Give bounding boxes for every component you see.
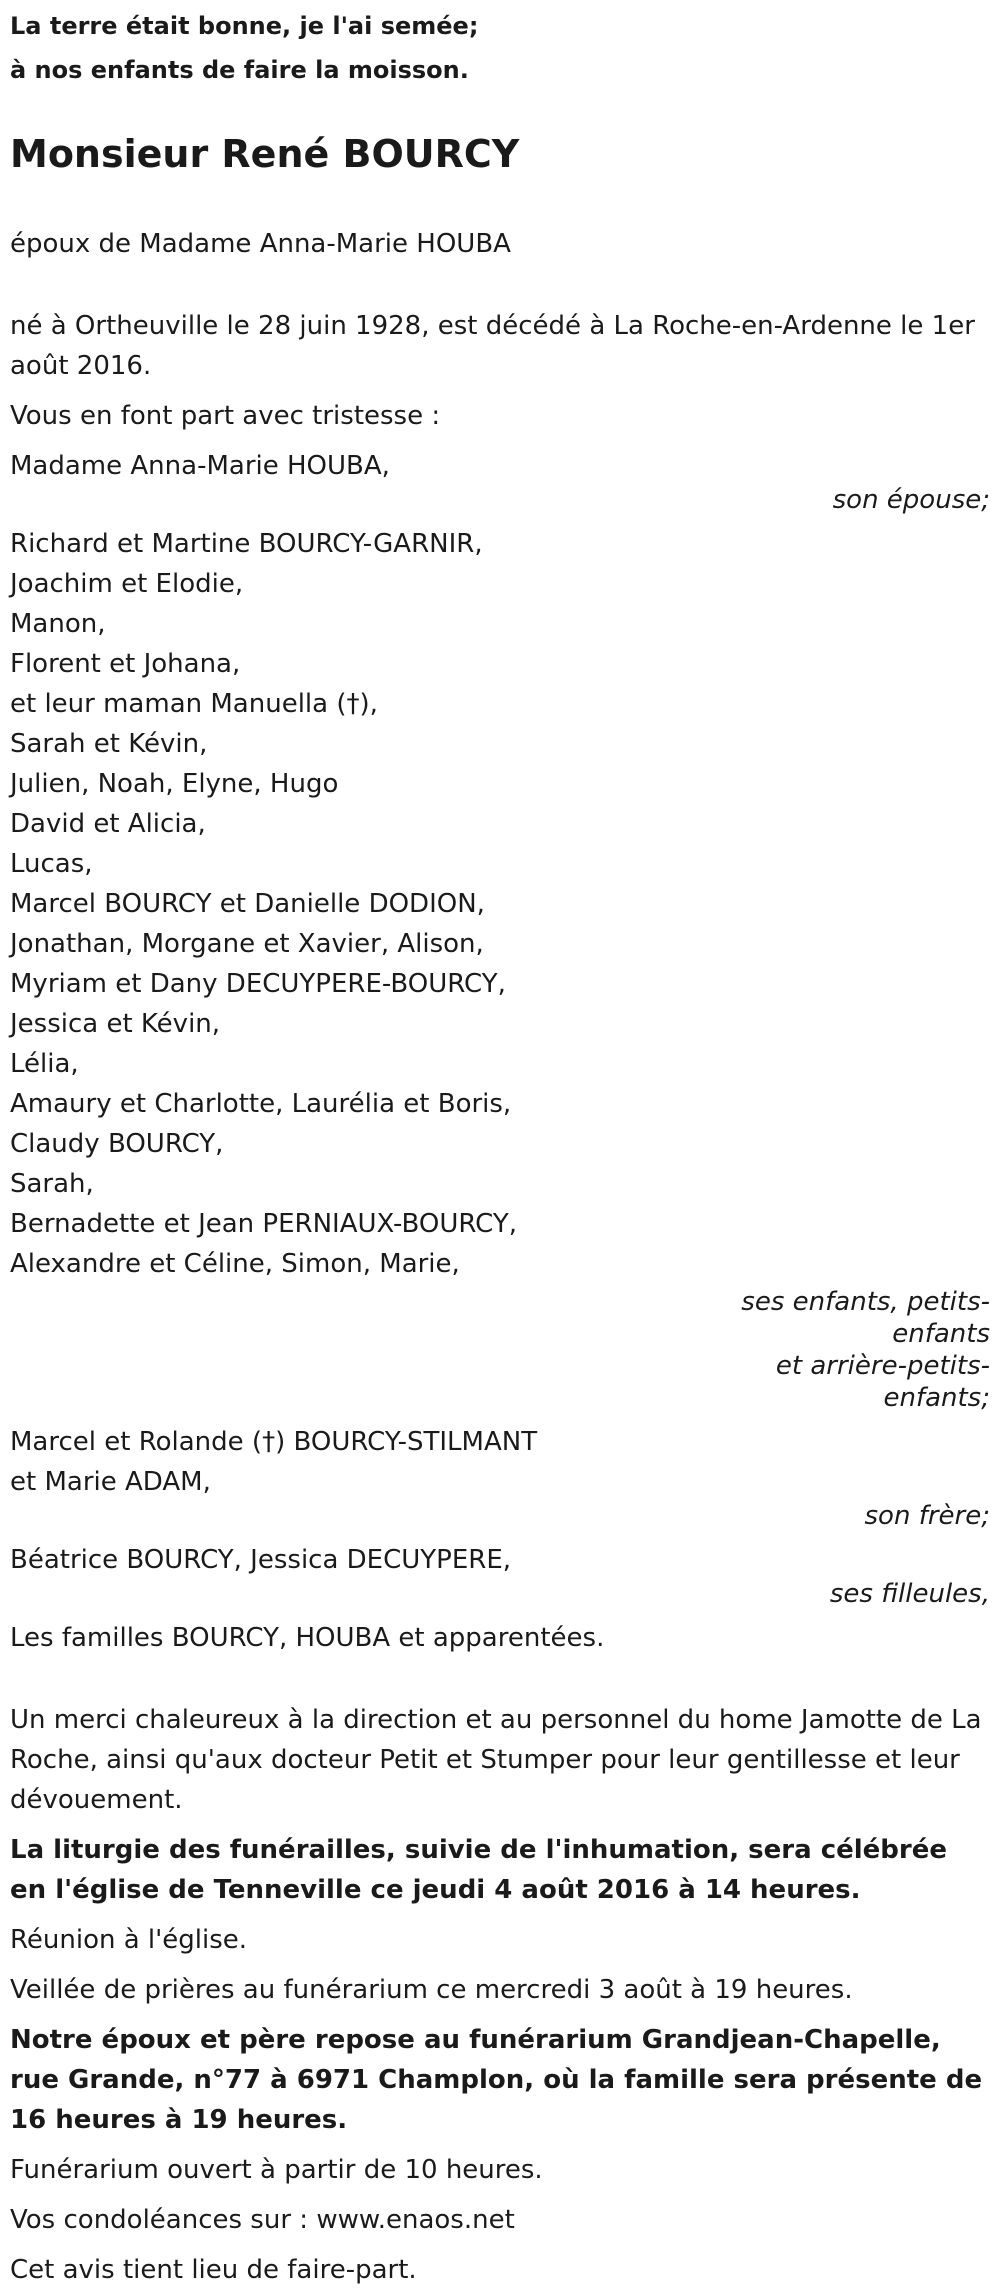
list-item: Sarah, bbox=[10, 1169, 94, 1199]
list-item: Richard et Martine BOURCY-GARNIR, bbox=[10, 529, 483, 559]
repose-text: Notre époux et père repose au funérarium Grandjean-Chapelle, rue Grande, n°77 à 6971 Champlon, où la famille sera présente de 16 heures à 19 heures. bbox=[10, 2025, 983, 2135]
condolences-text: Vos condoléances sur : www.enaos.net bbox=[10, 2205, 515, 2235]
list-item: Lucas, bbox=[10, 849, 93, 879]
children-list bbox=[10, 524, 990, 1284]
vigil-text: Veillée de prières au funérarium ce mercredi 3 août à 19 heures. bbox=[10, 1975, 853, 2005]
epouse-name: Madame Anna-Marie HOUBA, bbox=[10, 451, 390, 481]
role-line: et arrière-petits- bbox=[775, 1351, 990, 1381]
list-item: Julien, Noah, Elyne, Hugo bbox=[10, 769, 339, 799]
epigraph bbox=[10, 4, 990, 92]
brother-line: et Marie ADAM, bbox=[10, 1467, 211, 1497]
role-line: enfants; bbox=[883, 1383, 990, 1413]
brother-role: son frère; bbox=[864, 1501, 990, 1531]
brother-line: Marcel et Rolande (†) BOURCY-STILMANT bbox=[10, 1427, 538, 1457]
list-item: Jessica et Kévin, bbox=[10, 1009, 221, 1039]
list-item: Bernadette et Jean PERNIAUX-BOURCY, bbox=[10, 1209, 517, 1239]
spouse-line: époux de Madame Anna-Marie HOUBA bbox=[10, 229, 511, 259]
list-item: Claudy BOURCY, bbox=[10, 1129, 224, 1159]
list-item: Alexandre et Céline, Simon, Marie, bbox=[10, 1249, 460, 1279]
obituary-document bbox=[0, 4, 1000, 2290]
list-item: Marcel BOURCY et Danielle DODION, bbox=[10, 889, 485, 919]
page-title: Monsieur René BOURCY bbox=[10, 132, 520, 176]
children-role bbox=[10, 1286, 990, 1414]
list-item: Florent et Johana, bbox=[10, 649, 241, 679]
list-item: Amaury et Charlotte, Laurélia et Boris, bbox=[10, 1089, 512, 1119]
list-item: Manon, bbox=[10, 609, 106, 639]
list-item: Jonathan, Morgane et Xavier, Alison, bbox=[10, 929, 484, 959]
epouse-role: son épouse; bbox=[832, 485, 990, 515]
list-item: et leur maman Manuella (†), bbox=[10, 689, 378, 719]
announce-text: Vous en font part avec tristesse : bbox=[10, 401, 441, 431]
thanks-text: Un merci chaleureux à la direction et au personnel du home Jamotte de La Roche, ainsi qu'aux docteur Petit et Stumper pour leur gentillesse et leur dévouement. bbox=[10, 1705, 982, 1815]
birth-death-text: né à Ortheuville le 28 juin 1928, est décédé à La Roche-en-Ardenne le 1er août 2016. bbox=[10, 311, 975, 381]
brother-block bbox=[10, 1422, 990, 1502]
godchildren-line: Béatrice BOURCY, Jessica DECUYPERE, bbox=[10, 1545, 512, 1575]
funerarium-open-text: Funérarium ouvert à partir de 10 heures. bbox=[10, 2155, 543, 2185]
reunion-text: Réunion à l'église. bbox=[10, 1925, 248, 1955]
liturgy-text: La liturgie des funérailles, suivie de l'inhumation, sera célébrée en l'église de Tenneville ce jeudi 4 août 2016 à 14 heures. bbox=[10, 1835, 947, 1905]
role-line: enfants bbox=[892, 1319, 990, 1349]
list-item: Sarah et Kévin, bbox=[10, 729, 208, 759]
families-line: Les familles BOURCY, HOUBA et apparentées. bbox=[10, 1623, 605, 1653]
notice-text: Cet avis tient lieu de faire-part. bbox=[10, 2255, 417, 2285]
list-item: Myriam et Dany DECUYPERE-BOURCY, bbox=[10, 969, 506, 999]
role-line: ses enfants, petits- bbox=[741, 1287, 990, 1317]
list-item: David et Alicia, bbox=[10, 809, 206, 839]
list-item: Lélia, bbox=[10, 1049, 79, 1079]
epigraph-line: La terre était bonne, je l'ai semée; bbox=[10, 12, 479, 40]
epigraph-line: à nos enfants de faire la moisson. bbox=[10, 56, 469, 84]
list-item: Joachim et Elodie, bbox=[10, 569, 244, 599]
godchildren-role: ses filleules, bbox=[829, 1579, 990, 1609]
